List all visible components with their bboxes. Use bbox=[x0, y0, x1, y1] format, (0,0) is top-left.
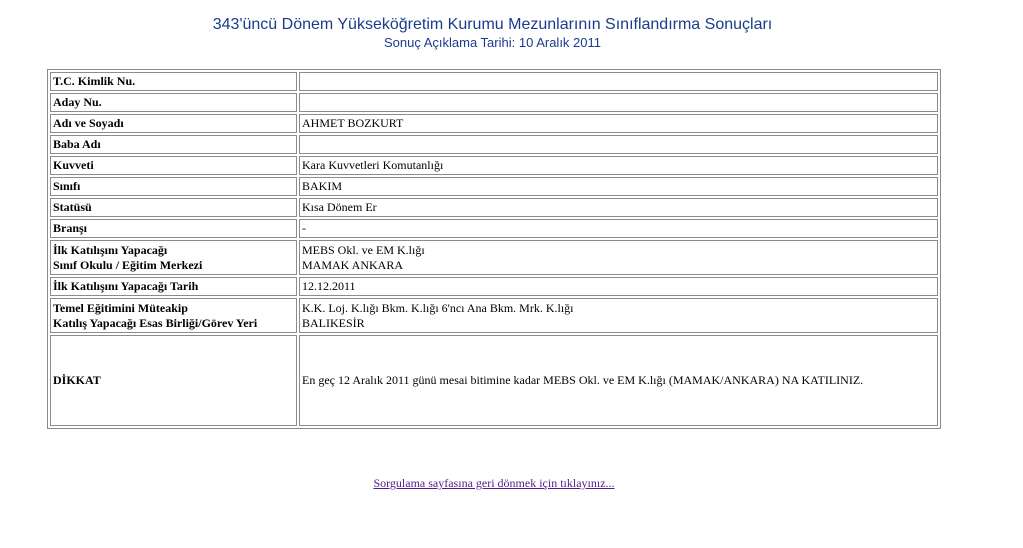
dikkat-label: DİKKAT bbox=[50, 335, 297, 426]
bransi-value: - bbox=[299, 219, 938, 238]
statusu-label: Statüsü bbox=[50, 198, 297, 217]
row-tc-kimlik bbox=[50, 72, 938, 91]
ilk-katilis-yeri-value-line1: MEBS Okl. ve EM K.lığı bbox=[302, 242, 425, 257]
row-ilk-katilis-tarihi bbox=[50, 277, 938, 296]
announcement-date: Sonuç Açıklama Tarihi: 10 Aralık 2011 bbox=[383, 35, 602, 50]
row-baba-adi bbox=[50, 135, 938, 154]
row-adi-soyadi bbox=[50, 114, 938, 133]
row-statusu bbox=[50, 198, 938, 217]
statusu-value: Kısa Dönem Er bbox=[299, 198, 938, 217]
kuvveti-label: Kuvveti bbox=[50, 156, 297, 175]
esas-birlik-label bbox=[50, 298, 297, 333]
dikkat-value: En geç 12 Aralık 2011 günü mesai bitimine kadar MEBS Okl. ve EM K.lığı (MAMAK/ANKARA) NA KATILINIZ. bbox=[299, 335, 938, 426]
ilk-katilis-yeri-label bbox=[50, 240, 297, 275]
esas-birlik-value-line1: K.K. Loj. K.lığı Bkm. K.lığı 6'ncı Ana Bkm. Mrk. K.lığı bbox=[302, 300, 574, 315]
sinifi-label: Sınıfı bbox=[50, 177, 297, 196]
aday-nu-label: Aday Nu. bbox=[50, 93, 297, 112]
adi-soyadi-value: AHMET BOZKURT bbox=[299, 114, 938, 133]
bransi-label: Branşı bbox=[50, 219, 297, 238]
esas-birlik-value-line2: BALIKESİR bbox=[302, 315, 365, 330]
ilk-katilis-tarihi-value: 12.12.2011 bbox=[299, 277, 938, 296]
sinifi-value: BAKIM bbox=[299, 177, 938, 196]
row-ilk-katilis-yeri bbox=[50, 240, 938, 275]
page-title: 343'üncü Dönem Yükseköğretim Kurumu Mezunlarının Sınıflandırma Sonuçları bbox=[212, 16, 773, 33]
result-table bbox=[47, 69, 941, 429]
ilk-katilis-yeri-label-line1: İlk Katılışını Yapacağı bbox=[53, 242, 168, 257]
tc-kimlik-value bbox=[299, 72, 938, 91]
esas-birlik-label-line1: Temel Eğitimini Müteakip bbox=[53, 300, 188, 315]
back-to-query-link[interactable]: Sorgulama sayfasına geri dönmek için tıklayınız... bbox=[373, 476, 615, 490]
baba-adi-label: Baba Adı bbox=[50, 135, 297, 154]
ilk-katilis-tarihi-label: İlk Katılışını Yapacağı Tarih bbox=[50, 277, 297, 296]
aday-nu-value bbox=[299, 93, 938, 112]
esas-birlik-value bbox=[299, 298, 938, 333]
baba-adi-value bbox=[299, 135, 938, 154]
tc-kimlik-label: T.C. Kimlik Nu. bbox=[50, 72, 297, 91]
ilk-katilis-yeri-value bbox=[299, 240, 938, 275]
row-sinifi bbox=[50, 177, 938, 196]
ilk-katilis-yeri-value-line2: MAMAK ANKARA bbox=[302, 257, 404, 272]
row-aday-nu bbox=[50, 93, 938, 112]
ilk-katilis-yeri-label-line2: Sınıf Okulu / Eğitim Merkezi bbox=[53, 257, 203, 272]
page-header bbox=[0, 15, 985, 51]
kuvveti-value: Kara Kuvvetleri Komutanlığı bbox=[299, 156, 938, 175]
row-esas-birlik bbox=[50, 298, 938, 333]
row-bransi bbox=[50, 219, 938, 238]
row-kuvveti bbox=[50, 156, 938, 175]
row-dikkat bbox=[50, 335, 938, 426]
footer bbox=[0, 476, 988, 491]
adi-soyadi-label: Adı ve Soyadı bbox=[50, 114, 297, 133]
esas-birlik-label-line2: Katılış Yapacağı Esas Birliği/Görev Yeri bbox=[53, 315, 258, 330]
